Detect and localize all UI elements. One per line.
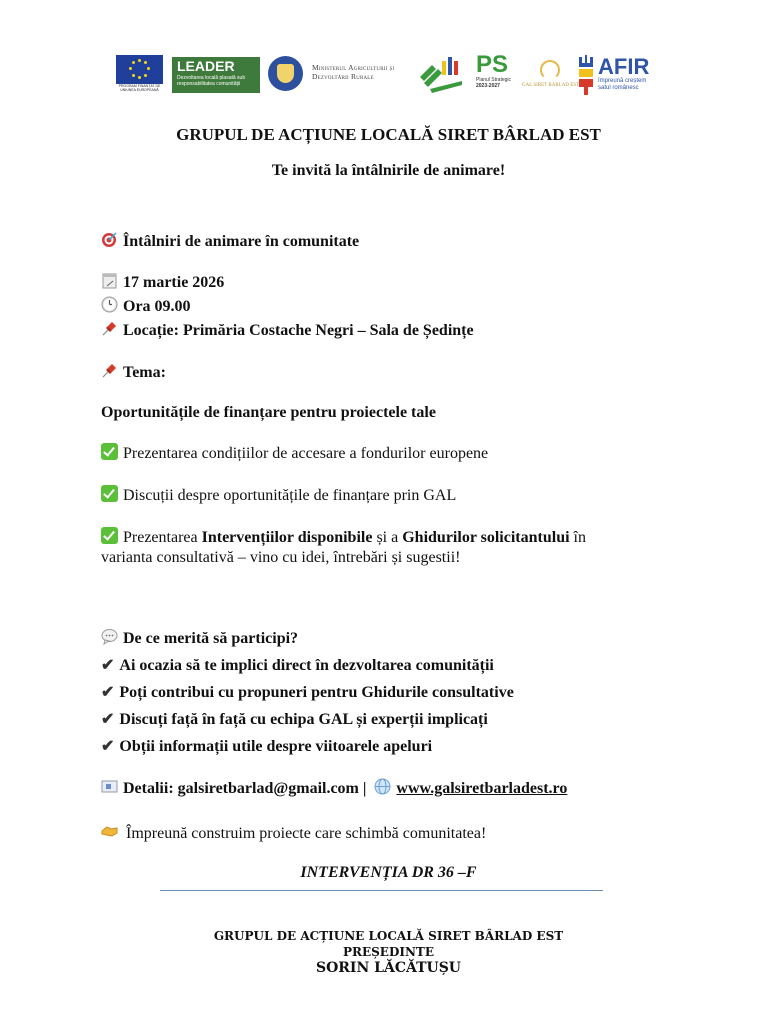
why-item: [101, 683, 514, 703]
pushpin-icon: [101, 362, 118, 379]
ps-mark-icon: [418, 55, 468, 93]
afir-subtitle: împreună creștem satul românesc: [598, 78, 647, 91]
theme-item: [101, 485, 456, 506]
theme-item-text: Discuții despre oportunitățile de finanțare prin GAL: [123, 487, 457, 504]
why-item-text: Discuți față în față cu echipa GAL și experții implicați: [119, 711, 488, 728]
event-date: 17 martie 2026: [123, 274, 225, 291]
event-date-row: [101, 272, 224, 293]
footer-name: SORIN LĂCĂTUȘU: [315, 960, 462, 976]
globe-icon: [374, 778, 391, 795]
wheat-sun-icon: [540, 60, 560, 80]
pushpin-icon: [101, 320, 118, 337]
check-box-icon: [101, 485, 118, 502]
eu-logo: [116, 55, 163, 91]
leader-subtitle: Dezvoltarea locală plasată sub responsabilitatea comunității: [177, 75, 246, 87]
interventions-emphasis: Intervențiilor disponibile: [201, 529, 373, 546]
afir-mark-icon: [577, 55, 595, 95]
coat-of-arms-icon: [268, 56, 303, 91]
page-subtitle: Te invită la întâlnirile de animare!: [271, 162, 506, 179]
theme-item-text: Prezentarea condițiilor de accesare a fondurilor europene: [123, 445, 489, 462]
footer-role: PREȘEDINTE: [342, 945, 435, 959]
leader-title: LEADER: [177, 58, 235, 74]
guides-emphasis: Ghidurilor solicitantului: [402, 529, 570, 546]
afir-logo: [577, 55, 657, 95]
gal-logo-label: GAL SIRET BARLAD EST: [522, 83, 580, 88]
ps-logo: [418, 53, 513, 95]
why-item: [101, 656, 494, 676]
theme-item-text: în: [569, 529, 586, 546]
eu-flag-icon: [116, 55, 163, 84]
clock-icon: [101, 296, 118, 313]
why-item: [101, 737, 432, 757]
handshake-icon: [101, 823, 118, 840]
ministry-logo-text: Ministerul Agriculturii și Dezvoltării Rurale: [312, 63, 395, 81]
target-icon: [101, 231, 118, 248]
check-box-icon: [101, 527, 118, 544]
event-location: Locație: Primăria Costache Negri – Sala de Ședințe: [123, 322, 474, 339]
theme-label-row: [101, 362, 166, 383]
theme-item-continuation: varianta consultativă – vino cu idei, întrebări și sugestii!: [101, 549, 461, 566]
signature-block: [0, 928, 777, 976]
theme-item-text: și a: [372, 529, 403, 546]
ps-title: PS: [476, 51, 509, 78]
checkmark-icon: ✔: [101, 684, 115, 701]
theme-title: Oportunitățile de finanțare pentru proiectele tale: [101, 404, 436, 421]
why-item-text: Obții informații utile despre viitoarele apeluri: [119, 738, 433, 755]
leader-logo: [172, 57, 260, 93]
event-heading: Întâlniri de animare în comunitate: [123, 233, 360, 250]
checkmark-icon: ✔: [101, 657, 115, 674]
page-title: GRUPUL DE ACȚIUNE LOCALĂ SIRET BÂRLAD EST: [176, 125, 601, 144]
footer-org: GRUPUL DE ACȚIUNE LOCALĂ SIRET BÂRLAD EST: [213, 929, 564, 943]
slogan: Împreună construim proiecte care schimbă comunitatea!: [126, 825, 487, 842]
ps-years: 2023-2027: [476, 83, 500, 89]
eu-caption: PROGRAM FINANȚAT DE UNIUNEA EUROPEANĂ: [118, 84, 161, 92]
gal-logo: [522, 60, 580, 94]
why-heading-row: [101, 628, 298, 649]
theme-label: Tema:: [123, 364, 166, 381]
theme-item: [101, 443, 488, 464]
divider: [160, 890, 603, 891]
calendar-icon: [101, 272, 118, 289]
checkmark-icon: ✔: [101, 738, 115, 755]
why-heading: De ce merită să participi?: [123, 630, 299, 647]
why-item-text: Ai ocazia să te implici direct în dezvoltarea comunității: [119, 657, 494, 674]
checkmark-icon: ✔: [101, 711, 115, 728]
theme-item: [101, 527, 586, 548]
ps-subtitle: Planul Strategic: [476, 77, 512, 83]
event-heading-row: [101, 231, 359, 252]
event-location-row: [101, 320, 474, 341]
slogan-row: [101, 823, 486, 844]
website-link[interactable]: www.galsiretbarladest.ro: [396, 780, 568, 797]
contact-email[interactable]: Detalii: galsiretbarlad@gmail.com |: [123, 780, 367, 797]
event-time: Ora 09.00: [123, 298, 191, 315]
intervention-code: INTERVENȚIA DR 36 –F: [300, 864, 477, 881]
afir-title: AFIR: [598, 54, 650, 79]
speech-bubble-icon: [101, 628, 118, 645]
check-box-icon: [101, 443, 118, 460]
why-item-text: Poți contribui cu propuneri pentru Ghidurile consultative: [119, 684, 514, 701]
event-time-row: [101, 296, 191, 317]
contact-row: [101, 778, 567, 799]
why-item: [101, 710, 488, 730]
theme-item-text: Prezentarea: [123, 529, 202, 546]
email-icon: [101, 778, 118, 795]
